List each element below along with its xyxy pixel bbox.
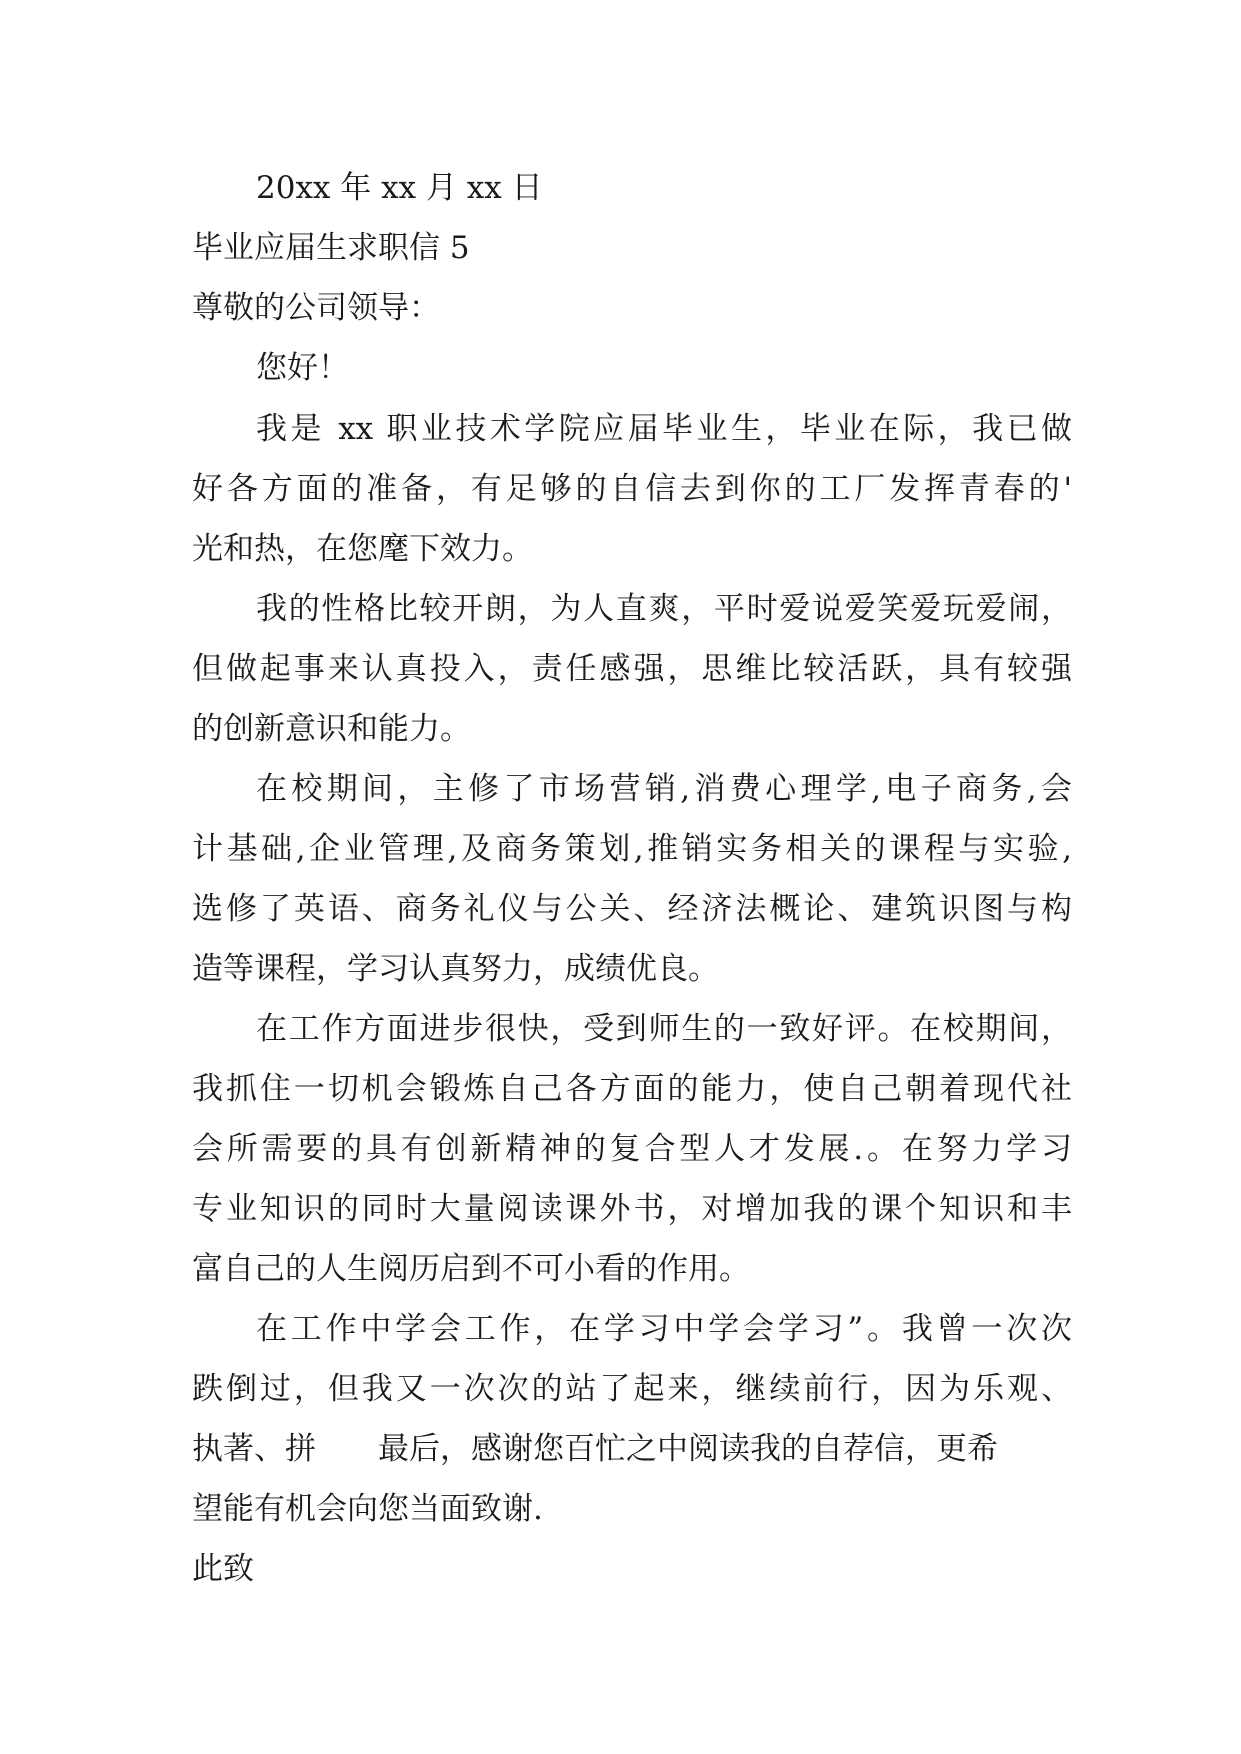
letter-title: 毕业应届生求职信 5 <box>192 230 470 266</box>
body-line: 好各方面的准备，有足够的自信去到你的工厂发挥青春的' <box>192 471 1072 507</box>
body-line: 望能有机会向您当面致谢. <box>192 1491 543 1527</box>
body-line: 在校期间，主修了市场营销,消费心理学,电子商务,会 <box>256 771 1072 807</box>
body-line: 选修了英语、商务礼仪与公关、经济法概论、建筑识图与构 <box>192 891 1072 927</box>
body-line: 的创新意识和能力。 <box>192 711 471 747</box>
body-line: 我的性格比较开朗，为人直爽，平时爱说爱笑爱玩爱闹， <box>256 591 1072 627</box>
body-line: 跌倒过，但我又一次次的站了起来，继续前行，因为乐观、 <box>192 1371 1072 1407</box>
body-line: 计基础,企业管理,及商务策划,推销实务相关的课程与实验, <box>192 831 1072 867</box>
letter-closing: 此致 <box>192 1551 254 1587</box>
letter-salutation: 尊敬的公司领导： <box>192 290 440 326</box>
body-line: 在工作方面进步很快，受到师生的一致好评。在校期间， <box>256 1011 1072 1047</box>
body-line: 执著、拼 最后，感谢您百忙之中阅读我的自荐信，更希 <box>192 1431 998 1467</box>
letter-date: 20xx 年 xx 月 xx 日 <box>256 170 543 206</box>
body-line: 我是 xx 职业技术学院应届毕业生，毕业在际，我已做 <box>256 411 1072 447</box>
body-line: 富自己的人生阅历启到不可小看的作用。 <box>192 1251 750 1287</box>
body-line: 我抓住一切机会锻炼自己各方面的能力，使自己朝着现代社 <box>192 1071 1072 1107</box>
body-line: 光和热，在您麾下效力。 <box>192 531 533 567</box>
body-line: 在工作中学会工作，在学习中学会学习”。我曾一次次 <box>256 1311 1072 1347</box>
letter-greeting: 您好！ <box>256 350 349 386</box>
body-line: 会所需要的具有创新精神的复合型人才发展.。在努力学习 <box>192 1131 1072 1167</box>
body-line: 但做起事来认真投入，责任感强，思维比较活跃，具有较强 <box>192 651 1072 687</box>
body-line: 造等课程，学习认真努力，成绩优良。 <box>192 951 719 987</box>
body-line: 专业知识的同时大量阅读课外书，对增加我的课个知识和丰 <box>192 1191 1072 1227</box>
